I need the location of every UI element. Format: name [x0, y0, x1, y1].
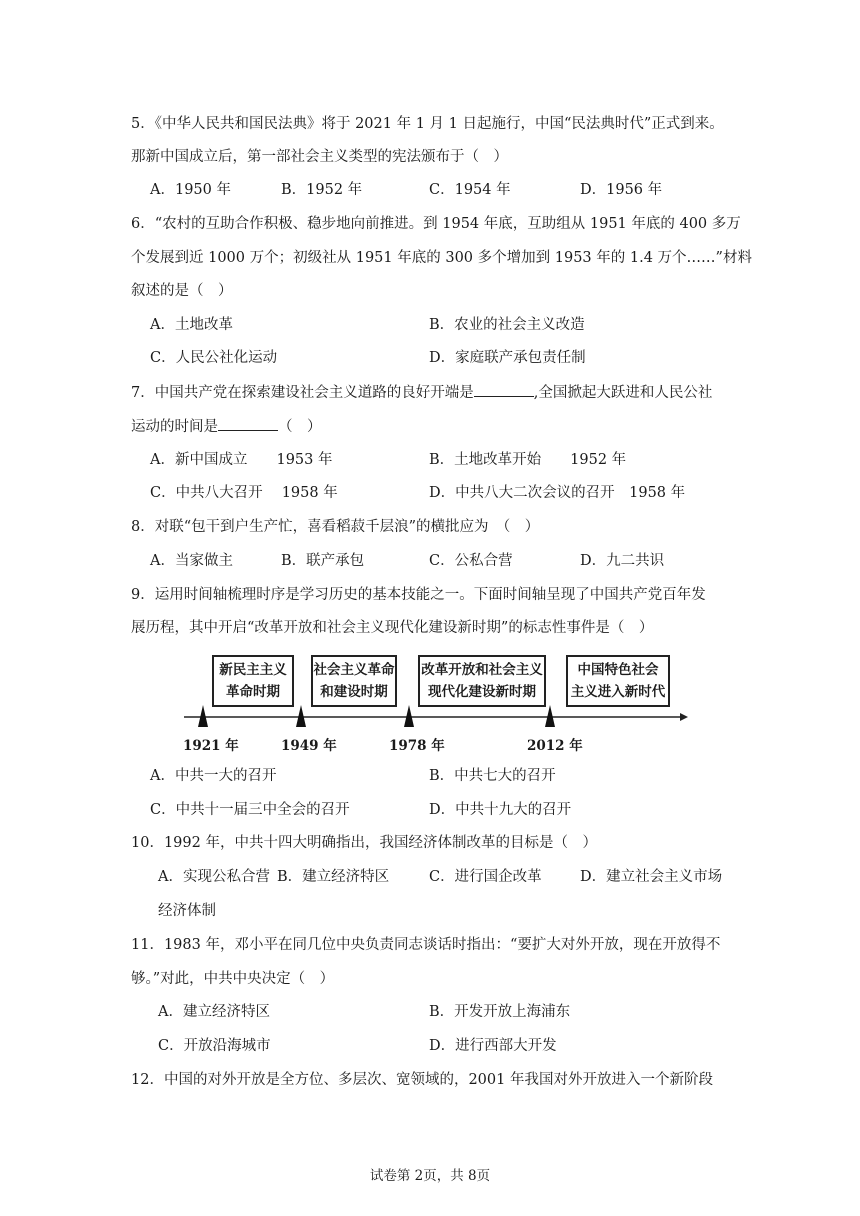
q9-option-b: B．中共七大的召开	[429, 768, 556, 784]
q9-option-c: C．中共十一届三中全会的召开	[150, 802, 350, 818]
q7-stem-text-b: ,全国掀起大跃进和人民公社	[533, 385, 713, 401]
q9-stem-line2: 展历程，其中开启“改革开放和社会主义现代化建设新时期”的标志性事件是（ ）	[131, 620, 654, 636]
timeline-period-2: 社会主义革命 和建设时期	[311, 655, 397, 707]
q10-option-d: D．建立社会主义市场	[580, 869, 723, 885]
q6-option-a: A．土地改革	[150, 317, 233, 333]
q10-option-c: C．进行国企改革	[429, 869, 542, 885]
q9-option-d: D．中共十九大的召开	[429, 802, 572, 818]
q8-option-b: B．联产承包	[281, 553, 365, 569]
q6-stem-line2: 个发展到近 1000 万个；初级社从 1951 年底的 300 多个增加到 1953 年的 1.4 万个……”材料	[131, 250, 752, 266]
q8-option-d: D．九二共识	[580, 553, 665, 569]
q8-stem-line1: 8．对联“包干到户生产忙，喜看稻菽千层浪”的横批应为 （ ）	[131, 519, 540, 535]
timeline-period-4: 中国特色社会 主义进入新时代	[566, 655, 670, 707]
q9-option-a: A．中共一大的召开	[150, 768, 277, 784]
q11-option-d: D．进行西部大开发	[429, 1038, 557, 1054]
timeline-marker-1978	[404, 705, 414, 727]
timeline-period-1: 新民主主义 革命时期	[212, 655, 294, 707]
q7-stem-text-c: 运动的时间是	[131, 419, 218, 435]
q11-option-c: C．开放沿海城市	[158, 1038, 271, 1054]
q5-option-c: C．1954 年	[429, 182, 511, 198]
q6-stem-line3: 叙述的是（ ）	[131, 283, 233, 299]
q11-option-a: A．建立经济特区	[158, 1004, 270, 1020]
q6-option-b: B．农业的社会主义改造	[429, 317, 585, 333]
q7-stem-text-a: 7．中国共产党在探索建设社会主义道路的良好开端是	[131, 385, 474, 401]
timeline-marker-1921	[198, 705, 208, 727]
q10-option-b: B．建立经济特区	[277, 869, 390, 885]
q5-stem-line2: 那新中国成立后，第一部社会主义类型的宪法颁布于（ ）	[131, 149, 508, 165]
q6-stem-line1: 6．“农村的互助合作积极、稳步地向前推进。到 1954 年底，互助组从 1951 年底的 400 多万	[131, 216, 741, 232]
timeline-arrow-head	[680, 713, 688, 721]
q7-option-b: B．土地改革开始 1952 年	[429, 452, 627, 468]
q7-option-a: A．新中国成立 1953 年	[150, 452, 333, 468]
timeline-year-1949: 1949 年	[281, 738, 337, 754]
q7-blank-2	[218, 416, 278, 431]
q5-option-d: D．1956 年	[580, 182, 663, 198]
q10-option-d-continued: 经济体制	[158, 903, 216, 919]
q5-option-a: A．1950 年	[150, 182, 231, 198]
q5-stem-line1: 5．《中华人民共和国民法典》将于 2021 年 1 月 1 日起施行，中国“民法典时代”正式到来。	[131, 116, 724, 132]
q7-stem-line1	[131, 382, 712, 403]
page-footer: 试卷第 2页，共 8页	[369, 1168, 491, 1184]
q10-stem-line1: 10．1992 年，中共十四大明确指出，我国经济体制改革的目标是（ ）	[131, 835, 597, 851]
q7-stem-line2	[131, 416, 322, 437]
q11-option-b: B．开发开放上海浦东	[429, 1004, 571, 1020]
q5-option-b: B．1952 年	[281, 182, 363, 198]
q6-option-d: D．家庭联产承包责任制	[429, 350, 586, 366]
q8-option-c: C．公私合营	[429, 553, 513, 569]
timeline-year-1978: 1978 年	[389, 738, 445, 754]
timeline-marker-1949	[296, 705, 306, 727]
timeline-year-2012: 2012 年	[527, 738, 583, 754]
q12-stem-line1: 12．中国的对外开放是全方位、多层次、宽领域的，2001 年我国对外开放进入一个新阶段	[131, 1072, 713, 1088]
q11-stem-line2: 够。”对此，中共中央决定（ ）	[131, 971, 335, 987]
q7-option-d: D．中共八大二次会议的召开 1958 年	[429, 485, 686, 501]
timeline-marker-2012	[545, 705, 555, 727]
q9-stem-line1: 9．运用时间轴梳理时序是学习历史的基本技能之一。下面时间轴呈现了中国共产党百年发	[131, 587, 706, 603]
q7-option-c: C．中共八大召开 1958 年	[150, 485, 338, 501]
timeline-year-1921: 1921 年	[183, 738, 239, 754]
q8-option-a: A．当家做主	[150, 553, 233, 569]
q7-stem-text-d: （ ）	[278, 419, 322, 435]
q10-option-a: A．实现公私合营	[158, 869, 270, 885]
timeline-period-3: 改革开放和社会主义 现代化建设新时期	[418, 655, 546, 707]
q6-option-c: C．人民公社化运动	[150, 350, 278, 366]
q7-blank-1	[474, 382, 534, 397]
q11-stem-line1: 11．1983 年，邓小平在同几位中央负责同志谈话时指出：“要扩大对外开放，现在开放得不	[131, 937, 721, 953]
